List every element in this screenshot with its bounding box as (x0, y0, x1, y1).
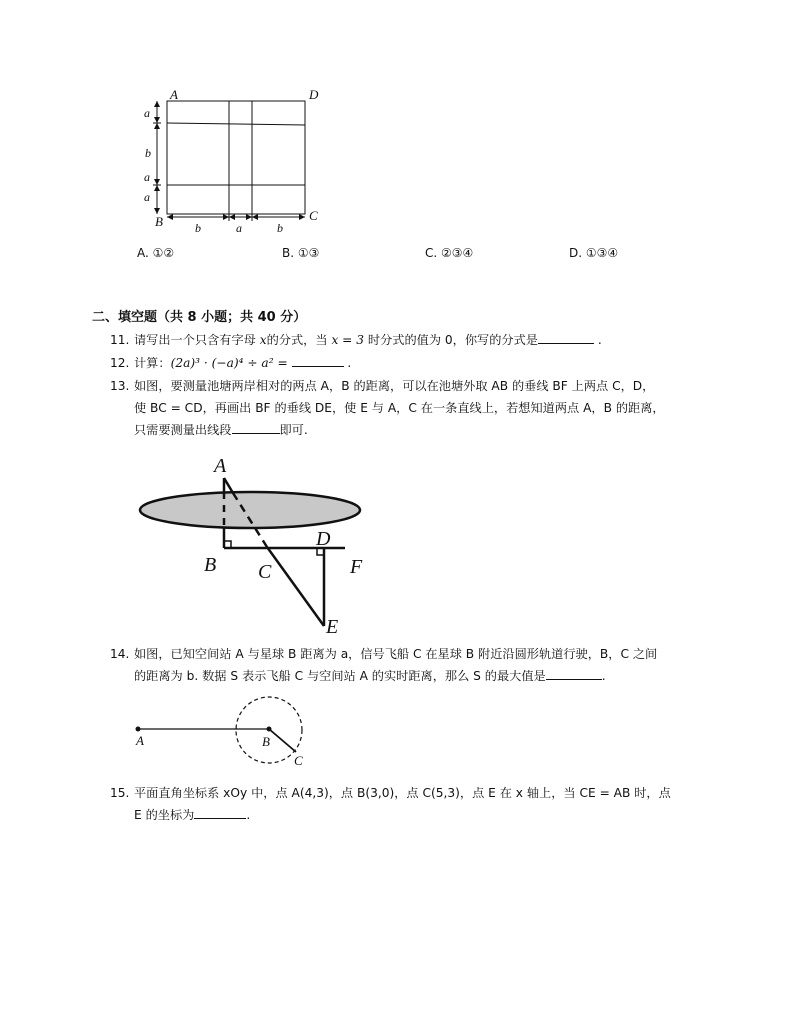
q15-line-1: 平面直角坐标系 xOy 中，点 A(4,3)，点 B(3,0)，点 C(5,3)，点 E 在 x 轴上，当 CE = AB 时，点 (134, 786, 671, 800)
question-12 (110, 352, 351, 374)
q11-text-a: 请写出一个只含有字母 (134, 333, 256, 347)
q13-line-3b: 即可. (279, 423, 308, 437)
label-A: A (170, 87, 178, 102)
label-D: D (309, 87, 319, 102)
question-number: 15. (110, 786, 130, 800)
orbit-figure (130, 690, 320, 770)
question-number: 14. (110, 647, 130, 661)
q11-condition: x = 3 (331, 333, 365, 347)
option-b: B. ①③ (282, 246, 320, 260)
q11-tail: . (597, 333, 602, 347)
question-11 (110, 329, 602, 351)
q13-line-1: 如图，要测量池塘两岸相对的两点 A，B 的距离，可以在池塘外取 AB 的垂线 BF 上两点 C，D， (134, 379, 655, 393)
q14-line-1: 如图，已知空间站 A 与星球 B 距离为 a，信号飞船 C 在星球 B 附近沿圆形轨道行驶，B，C 之间 (134, 647, 658, 661)
option-a: A. ①② (137, 246, 175, 260)
answer-blank[interactable] (538, 331, 594, 344)
label-B: B (155, 214, 163, 229)
question-15 (110, 782, 671, 826)
q12-expression: (2a)³ · (−a)⁴ ÷ a² = (170, 356, 288, 370)
answer-blank[interactable] (232, 421, 280, 434)
q13-line-2: 使 BC = CD，再画出 BF 的垂线 DE，使 E 与 A，C 在一条直线上，若想知道两点 A，B 的距离， (134, 401, 665, 415)
q12-text-a: 计算： (134, 356, 171, 370)
q15-line-2b: . (246, 808, 251, 822)
label-C: C (309, 208, 318, 223)
option-d: D. ①③④ (569, 246, 619, 260)
label-C: C (294, 753, 303, 768)
q12-tail: . (347, 356, 352, 370)
q11-var: x (259, 333, 267, 347)
label-A: A (214, 455, 227, 477)
label-b-bottom-left: b (195, 221, 201, 235)
q11-text-b: 的分式，当 (266, 333, 328, 347)
label-b-bottom-right: b (277, 221, 283, 235)
label-C: C (258, 561, 272, 583)
q13-line-3a: 只需要测量出线段 (134, 423, 232, 437)
q11-text-c: 时分式的值为 0，你写的分式是 (367, 333, 538, 347)
pond-figure (130, 450, 380, 640)
q14-line-2a: 的距离为 b. 数据 S 表示飞船 C 与空间站 A 的实时距离，那么 S 的最大值是 (134, 669, 546, 683)
label-B: B (262, 734, 270, 749)
label-b-left: b (145, 146, 151, 160)
label-a-bottom: a (236, 221, 242, 235)
answer-blank[interactable] (292, 354, 344, 367)
label-F: F (350, 556, 363, 578)
answer-blank[interactable] (194, 806, 246, 819)
label-a-left-bottom: a (144, 190, 150, 204)
question-number: 13. (110, 379, 130, 393)
label-D: D (316, 528, 331, 550)
label-B: B (204, 554, 217, 576)
label-a-left-mid: a (144, 170, 150, 184)
label-A: A (136, 733, 144, 748)
question-number: 11. (110, 333, 130, 347)
option-c: C. ②③④ (425, 246, 474, 260)
q15-line-2a: E 的坐标为 (134, 808, 195, 822)
section-title: 二、填空题（共 8 小题；共 40 分） (92, 310, 307, 325)
q14-line-2b: . (601, 669, 606, 683)
label-E: E (326, 616, 339, 638)
rectangle-figure (135, 82, 335, 242)
label-a-left-top: a (144, 106, 150, 120)
question-number: 12. (110, 356, 130, 370)
answer-blank[interactable] (546, 667, 602, 680)
question-13 (110, 375, 665, 441)
question-14 (110, 643, 657, 687)
